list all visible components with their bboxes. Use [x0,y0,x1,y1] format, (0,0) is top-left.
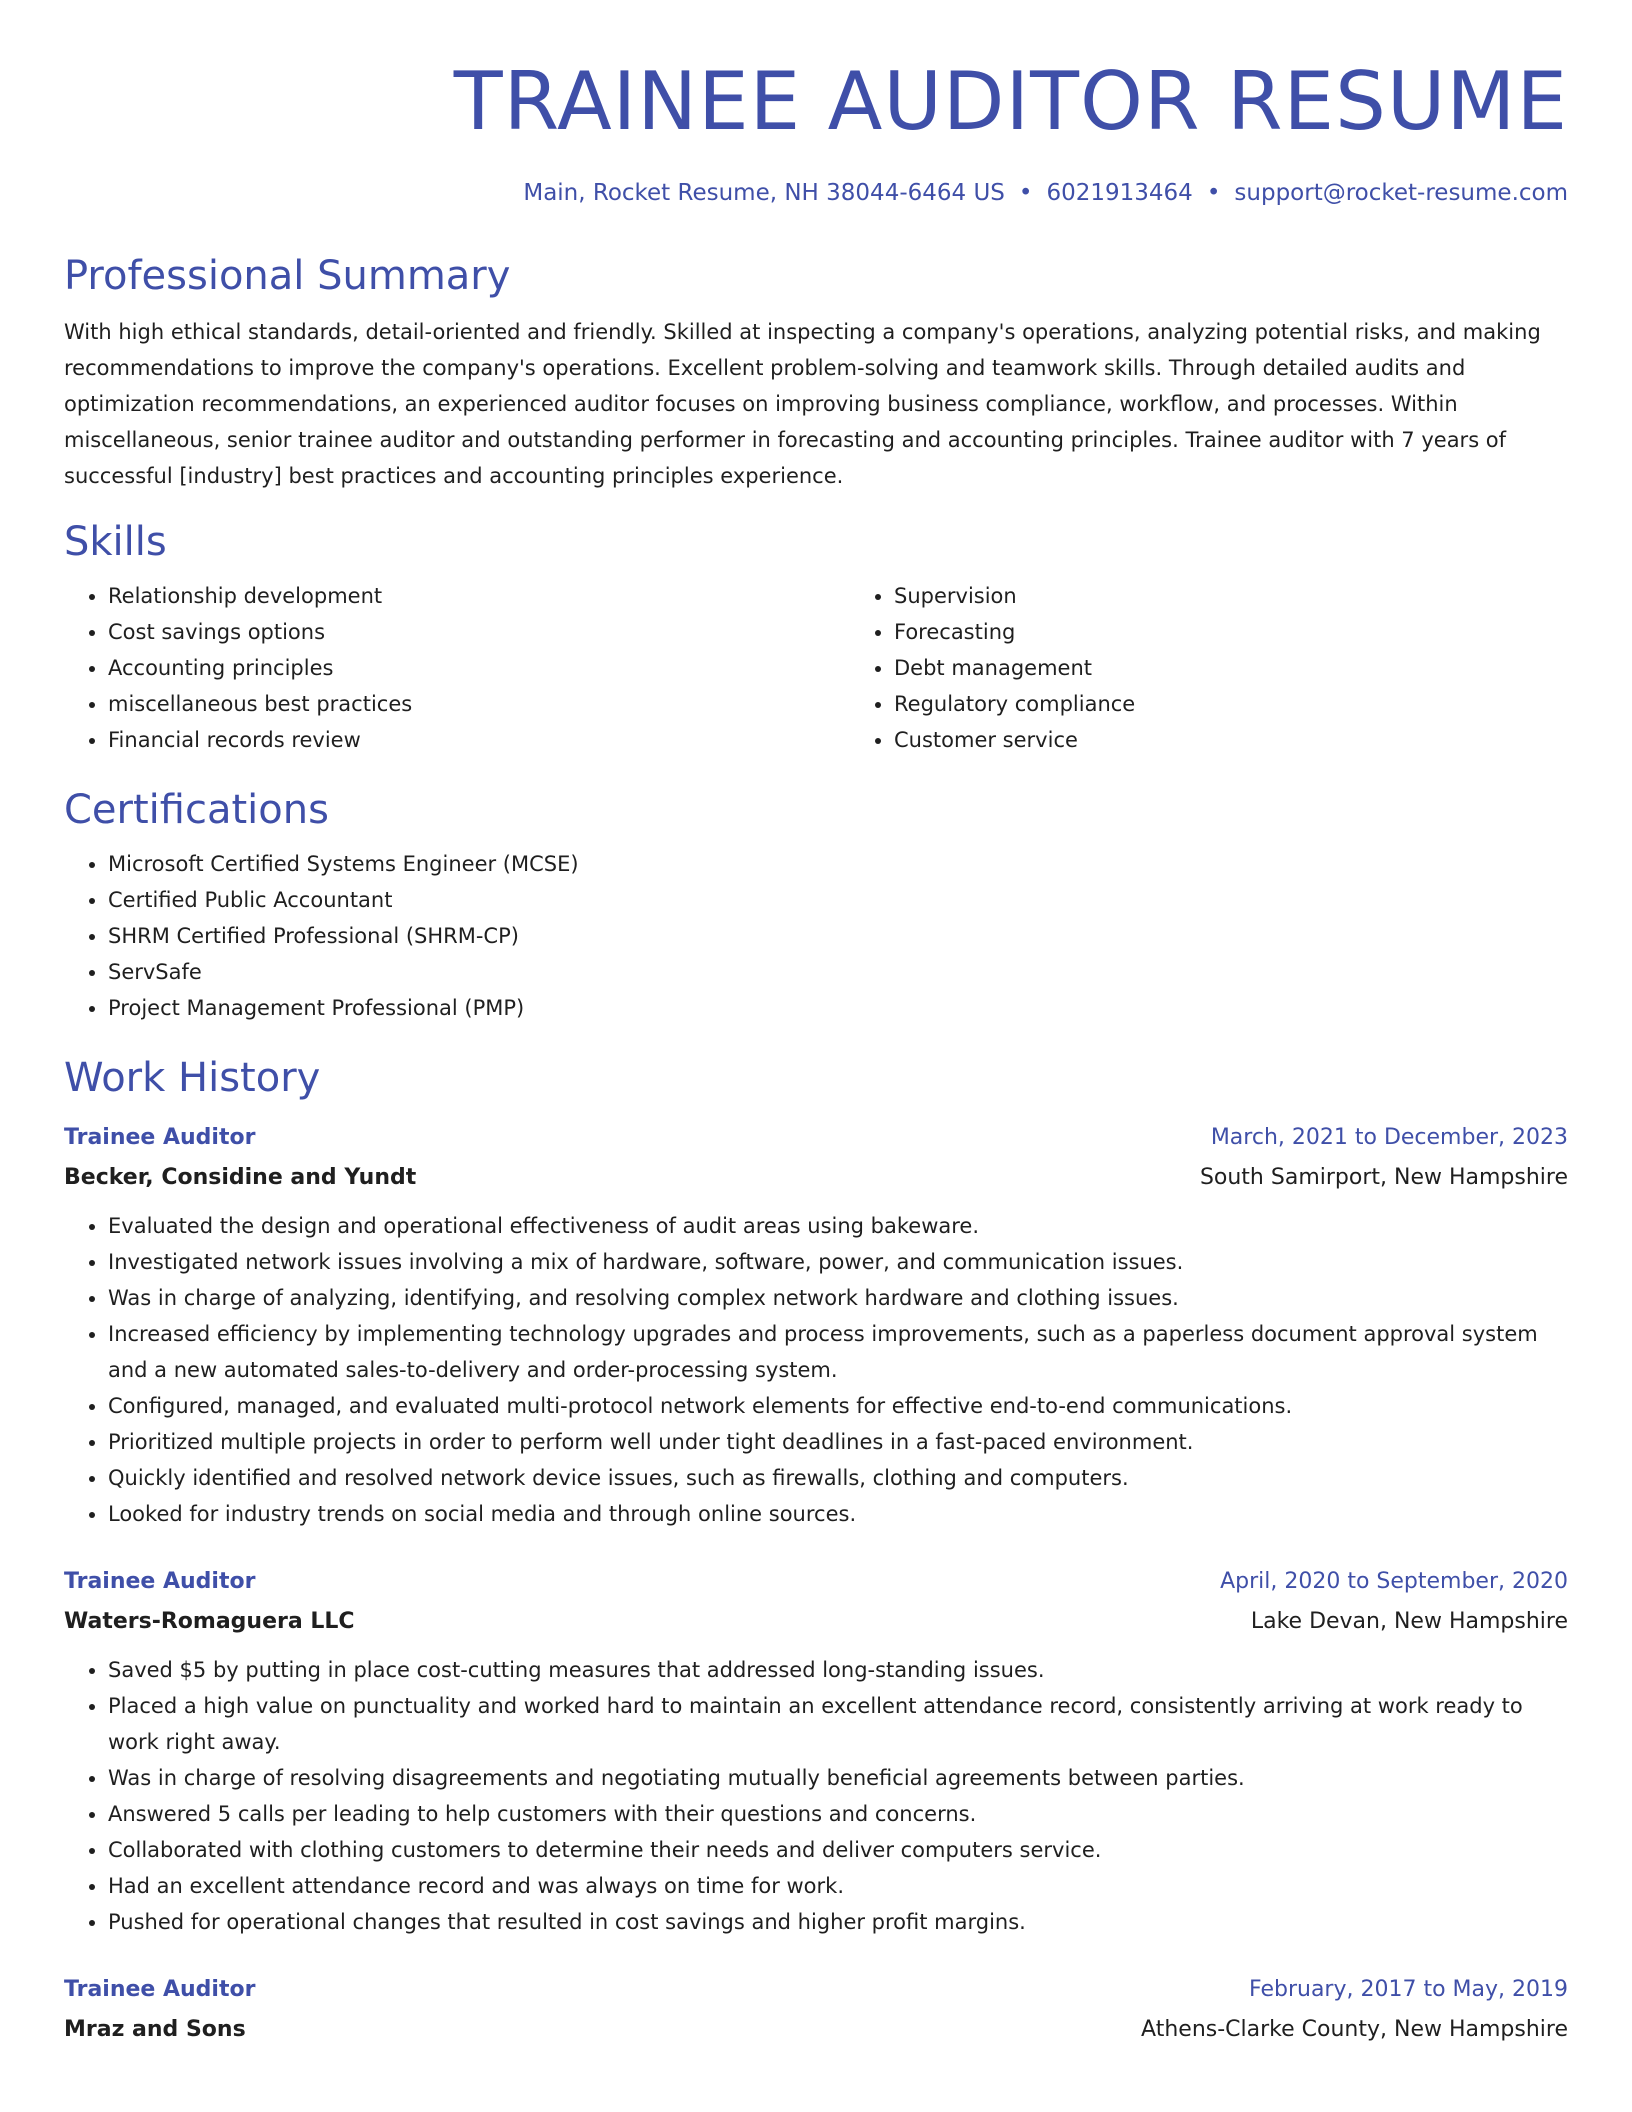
job-location: Athens-Clarke County, New Hampshire [1141,2017,1568,2042]
skill-item: • Forecasting [894,614,1632,650]
job-bullet: • Looked for industry trends on social media and through online sources. [108,1496,1568,1532]
contact-separator: • [1018,180,1033,206]
job-bullet: • Increased efficiency by implementing technology upgrades and process improvements, such as a paperless document approval system and a new automated sales-to-delivery and order-processing system. [108,1316,1568,1388]
job-bullet: • Collaborated with clothing customers to determine their needs and deliver computers service. [108,1832,1568,1868]
job-bullet: • Answered 5 calls per leading to help customers with their questions and concerns. [108,1796,1568,1832]
job-bullet: • Investigated network issues involving a mix of hardware, software, power, and communication issues. [108,1244,1568,1280]
job-subheader [64,1158,1568,1198]
skills-column-left [64,578,850,758]
job-bullet: • Was in charge of resolving disagreements and negotiating mutually beneficial agreements between parties. [108,1760,1568,1796]
resume-name: TRAINEE AUDITOR RESUME [453,55,1568,148]
job-bullet: • Placed a high value on punctuality and worked hard to maintain an excellent attendance record, consistently arriving at work ready to work right away. [108,1688,1568,1760]
skills-heading: Skills [64,519,167,565]
certification-item: • Certified Public Accountant [108,882,1568,918]
job-dates: March, 2021 to December, 2023 [1210,1125,1568,1150]
certifications-heading: Certifications [64,787,329,833]
job-entry [64,1970,1568,2050]
skills-column-right [850,578,1632,758]
skill-item: • Debt management [894,650,1632,686]
job-title: Trainee Auditor [64,1569,256,1594]
job-location: South Samirport, New Hampshire [1199,1165,1568,1190]
job-bullet: • Was in charge of analyzing, identifying, and resolving complex network hardware and clothing issues. [108,1280,1568,1316]
job-bullet: • Configured, managed, and evaluated multi-protocol network elements for effective end-to-end communications. [108,1388,1568,1424]
job-company: Mraz and Sons [64,2017,246,2042]
job-bullet: • Had an excellent attendance record and was always on time for work. [108,1868,1568,1904]
job-bullets [64,1652,1568,1940]
skill-item: • Supervision [894,578,1632,614]
skills-list [64,578,1568,758]
certification-item: • Microsoft Certified Systems Engineer (MCSE) [108,846,1568,882]
skill-item: • Accounting principles [108,650,850,686]
certification-item: • SHRM Certified Professional (SHRM-CP) [108,918,1568,954]
job-entry [64,1562,1568,1940]
job-header [64,1118,1568,1158]
contact-address: Main, Rocket Resume, NH 38044-6464 US [523,180,1005,206]
resume-page [64,0,1568,2050]
job-bullet: • Quickly identified and resolved network device issues, such as firewalls, clothing and computers. [108,1460,1568,1496]
job-bullets [64,1208,1568,1532]
job-location: Lake Devan, New Hampshire [1250,1609,1568,1634]
job-company: Waters-Romaguera LLC [64,1609,355,1634]
job-bullet: • Saved $5 by putting in place cost-cutting measures that addressed long-standing issues. [108,1652,1568,1688]
skill-item: • Regulatory compliance [894,686,1632,722]
summary-heading: Professional Summary [64,253,511,299]
skill-item: • Customer service [894,722,1632,758]
skill-item: • Financial records review [108,722,850,758]
skill-item: • Cost savings options [108,614,850,650]
skill-item: • Relationship development [108,578,850,614]
job-company: Becker, Considine and Yundt [64,1165,417,1190]
certification-item: • Project Management Professional (PMP) [108,990,1568,1026]
job-header [64,1970,1568,2010]
job-subheader [64,1602,1568,1642]
contact-separator: • [1206,180,1221,206]
certifications-list [64,846,1568,1026]
contact-email[interactable]: support@rocket-resume.com [1234,180,1568,206]
skill-item: • miscellaneous best practices [108,686,850,722]
job-bullet: • Prioritized multiple projects in order to perform well under tight deadlines in a fast-paced environment. [108,1424,1568,1460]
job-dates: April, 2020 to September, 2020 [1220,1569,1568,1594]
job-subheader [64,2010,1568,2050]
job-header [64,1562,1568,1602]
work-history-heading: Work History [64,1055,321,1101]
contact-line [64,178,1568,208]
job-bullet: • Pushed for operational changes that resulted in cost savings and higher profit margins. [108,1904,1568,1940]
certification-item: • ServSafe [108,954,1568,990]
summary-text: With high ethical standards, detail-oriented and friendly. Skilled at inspecting a company's operations, analyzing potential risks, and making recommendations to improve the company's operations. Excellent problem-solving and teamwork skills. Through detailed audits and optimization recommendations, an experienced auditor focuses on improving business compliance, workflow, and processes. Within miscellaneous, senior trainee auditor and outstanding performer in forecasting and accounting principles. Trainee auditor with 7 years of successful [industry] best practices and accounting principles experience. [64,320,1541,488]
job-dates: February, 2017 to May, 2019 [1249,1977,1568,2002]
job-entry [64,1118,1568,1532]
contact-phone: 6021913464 [1046,180,1193,206]
job-title: Trainee Auditor [64,1125,256,1150]
job-bullet: • Evaluated the design and operational effectiveness of audit areas using bakeware. [108,1208,1568,1244]
job-title: Trainee Auditor [64,1977,256,2002]
